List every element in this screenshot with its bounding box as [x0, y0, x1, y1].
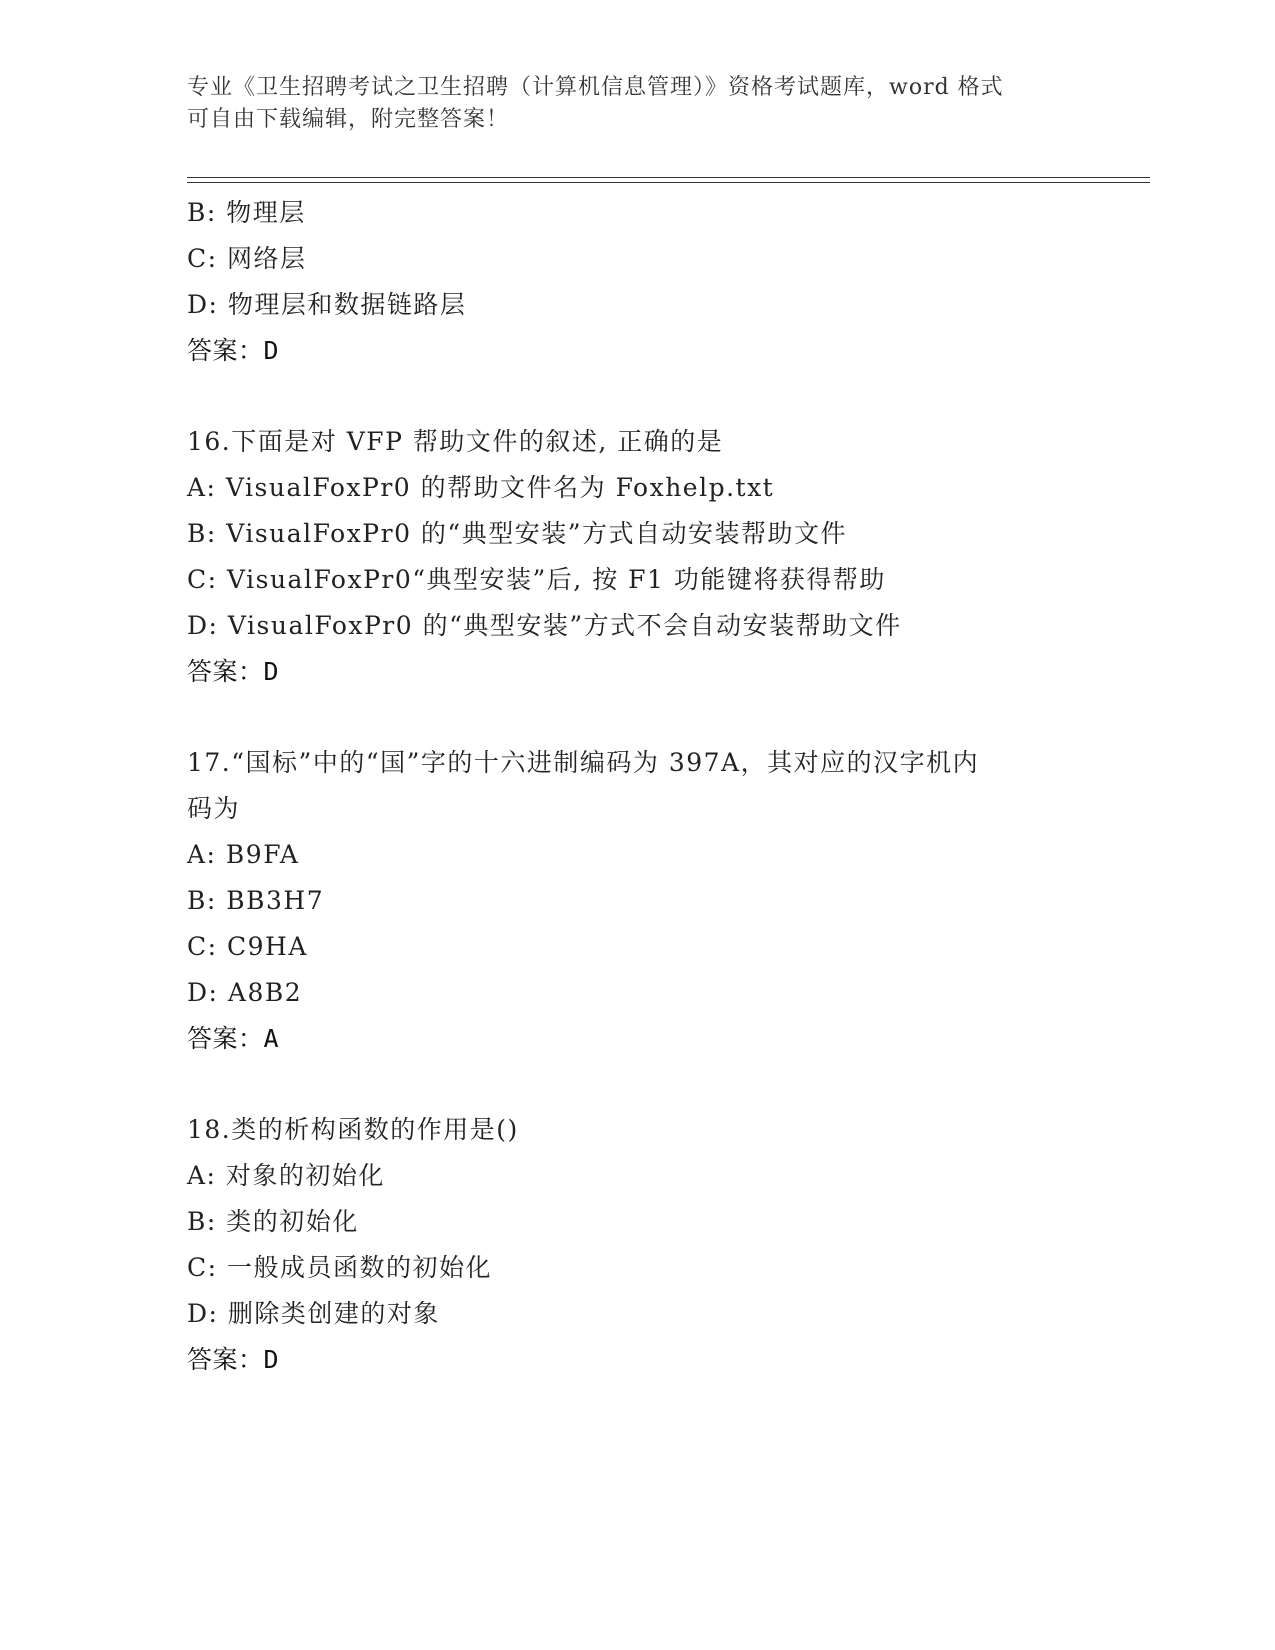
option-d: D: 删除类创建的对象: [187, 1299, 440, 1328]
answer-line: 答案：D: [187, 1345, 280, 1374]
spacer: [187, 695, 1107, 740]
question-16: [187, 419, 1107, 695]
question-18: [187, 1107, 1107, 1383]
header-line-1: 专业《卫生招聘考试之卫生招聘（计算机信息管理）》资格考试题库，word 格式: [187, 75, 1004, 100]
option-c: C: 网络层: [187, 244, 307, 273]
option-c: C: C9HA: [187, 932, 308, 961]
question-text: 18.类的析构函数的作用是(): [187, 1115, 519, 1144]
answer-line: 答案：D: [187, 336, 280, 365]
answer-line: 答案：D: [187, 657, 280, 686]
header-divider-top: [187, 177, 1150, 178]
option-b: B: 物理层: [187, 198, 306, 227]
option-c: C: VisualFoxPr0“典型安装”后, 按 F1 功能键将获得帮助: [187, 565, 886, 594]
question-text: 16.下面是对 VFP 帮助文件的叙述, 正确的是: [187, 427, 724, 456]
option-c: C: 一般成员函数的初始化: [187, 1253, 492, 1282]
answer-line: 答案：A: [187, 1024, 280, 1053]
option-a: A: B9FA: [187, 840, 300, 869]
question-list: [187, 190, 1107, 1383]
option-d: D: A8B2: [187, 978, 303, 1007]
option-d: D: 物理层和数据链路层: [187, 290, 467, 319]
option-a: A: VisualFoxPr0 的帮助文件名为 Foxhelp.txt: [187, 473, 775, 502]
spacer: [187, 374, 1107, 419]
question-text-line-2: 码为: [187, 794, 241, 823]
option-a: A: 对象的初始化: [187, 1161, 385, 1190]
header-line-2: 可自由下载编辑，附完整答案！: [187, 107, 510, 132]
header-divider-bottom: [187, 182, 1150, 183]
question-text-line-1: 17.“国标”中的“国”字的十六进制编码为 397A，其对应的汉字机内: [187, 748, 980, 777]
question-17: [187, 740, 1107, 1062]
question-15-continued: [187, 190, 1107, 374]
spacer: [187, 1062, 1107, 1107]
document-header: [187, 72, 1087, 136]
option-b: B: BB3H7: [187, 886, 325, 915]
option-b: B: 类的初始化: [187, 1207, 359, 1236]
option-b: B: VisualFoxPr0 的“典型安装”方式自动安装帮助文件: [187, 519, 847, 548]
option-d: D: VisualFoxPr0 的“典型安装”方式不会自动安装帮助文件: [187, 611, 902, 640]
